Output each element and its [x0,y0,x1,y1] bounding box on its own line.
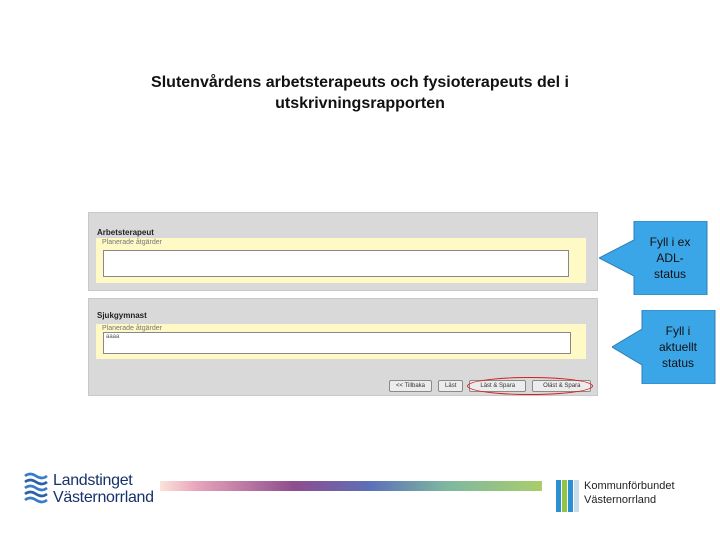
callout-current-status [612,310,720,384]
logo-text-line-1: Kommunförbundet [584,480,675,492]
form-area [96,324,586,359]
back-button[interactable]: << Tillbaka [389,380,432,392]
read-save-button[interactable]: Läst & Spara [469,380,526,392]
callout-line-1: Fyll i [665,324,691,338]
landstinget-logo [24,470,164,510]
slide-title-line-2: utskrivningsrapporten [275,95,445,112]
unread-save-button[interactable]: Oläst & Spara [532,380,591,392]
form-area [96,238,586,283]
field-label: Planerade åtgärder [102,325,162,332]
kommunforbundet-bars-icon [556,478,580,512]
sjukgymnast-screenshot [88,298,598,396]
section-title: Sjukgymnast [97,311,147,320]
logo-text-line-2: Västernorrland [584,494,657,506]
callout-text [642,310,714,384]
kommunforbundet-logo [556,478,706,514]
section-title: Arbetsterapeut [97,228,154,237]
callout-line-2: ADL- [656,251,684,265]
planned-actions-field[interactable] [103,250,569,277]
color-strip [160,481,542,491]
logo-text-line-1: Landstinget [53,472,133,489]
landstinget-wave-icon [24,472,48,506]
highlight-oval [467,377,593,395]
read-button[interactable]: Läst [438,380,463,392]
slide-title-line-1: Slutenvårdens arbetsterapeuts och fysioterapeuts del i [151,74,569,91]
field-label: Planerade åtgärder [102,239,162,246]
arbetsterapeut-screenshot [88,212,598,291]
callout-line-1: Fyll i ex [649,235,691,249]
callout-line-3: status [661,356,694,370]
callout-text [634,221,706,295]
slide-title [110,72,610,114]
callout-line-2: aktuellt [658,340,698,354]
callout-line-3: status [653,267,686,281]
callout-adl-status [599,221,720,295]
planned-actions-field[interactable]: aaaa [103,332,571,354]
logo-text-line-2: Västernorrland [53,489,154,506]
